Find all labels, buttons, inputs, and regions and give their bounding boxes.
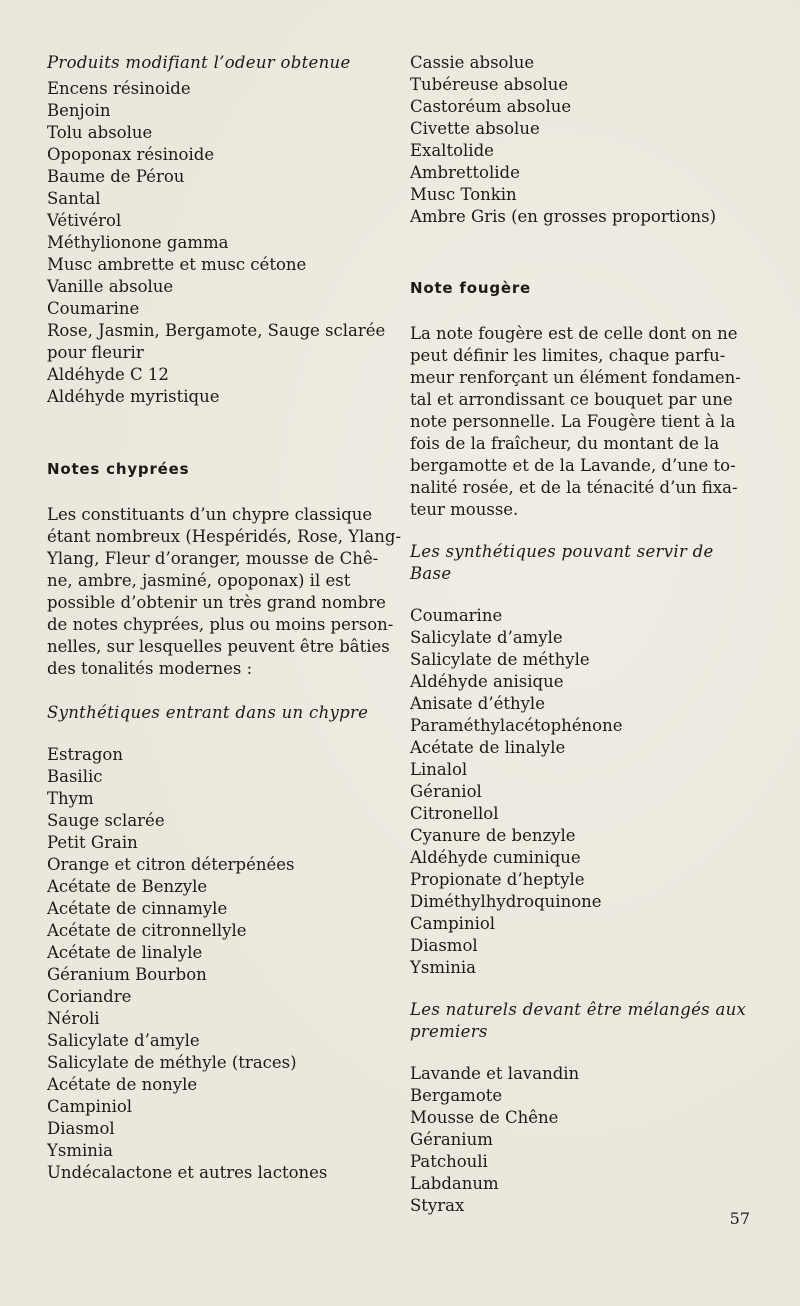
list-item: Cassie absolue xyxy=(410,53,535,72)
list-item: Néroli xyxy=(47,1009,100,1028)
list-item: Petit Grain xyxy=(47,833,138,852)
paragraph-line: nalité rosée, et de la ténacité d’un fixa- xyxy=(410,478,738,497)
list-item: Basilic xyxy=(47,767,103,786)
list-item: pour fleurir xyxy=(47,343,144,362)
list-item: Coumarine xyxy=(47,299,140,318)
subhead-synthetiques-chypre: Synthétiques entrant dans un chypre xyxy=(47,703,369,722)
list-item: Bergamote xyxy=(410,1086,503,1105)
list-item: Musc ambrette et musc cétone xyxy=(47,255,307,274)
list-item: Styrax xyxy=(410,1196,465,1215)
paragraph-line: étant nombreux (Hespéridés, Rose, Ylang- xyxy=(47,527,402,546)
list-item: Tolu absolue xyxy=(47,123,153,142)
list-item: Acétate de nonyle xyxy=(47,1075,198,1094)
paragraph-line: ne, ambre, jasminé, opoponax) il est xyxy=(47,571,351,590)
list-item: Campiniol xyxy=(47,1097,133,1116)
list-item: Campiniol xyxy=(410,914,496,933)
list-item: Exaltolide xyxy=(410,141,494,160)
list-item: Encens résinoide xyxy=(47,79,191,98)
list-item: Estragon xyxy=(47,745,123,764)
list-item: Ambrettolide xyxy=(410,163,520,182)
list-item: Lavande et lavandin xyxy=(410,1064,580,1083)
list-item: Ysminia xyxy=(47,1141,114,1160)
list-item: Thym xyxy=(47,789,94,808)
paragraph-line: tal et arrondissant ce bouquet par une xyxy=(410,390,733,409)
list-item: Sauge sclarée xyxy=(47,811,165,830)
paragraph-line: de notes chyprées, plus ou moins person- xyxy=(47,615,394,634)
list-item: Salicylate d’amyle xyxy=(410,628,563,647)
list-item: Acétate de citronnellyle xyxy=(47,921,247,940)
paragraph-line: Les constituants d’un chypre classique xyxy=(47,505,373,524)
list-item: Undécalactone et autres lactones xyxy=(47,1163,328,1182)
list-item: Coumarine xyxy=(410,606,503,625)
list-item: Civette absolue xyxy=(410,119,540,138)
right-column xyxy=(410,52,755,1217)
list-item: Baume de Pérou xyxy=(47,167,185,186)
list-item: Acétate de Benzyle xyxy=(47,877,208,896)
list-item: Diméthylhydroquinone xyxy=(410,892,602,911)
list-item: Castoréum absolue xyxy=(410,97,572,116)
list-item: Ambre Gris (en grosses proportions) xyxy=(410,207,717,226)
list-produits-modifiant xyxy=(47,78,387,408)
list-item: Mousse de Chêne xyxy=(410,1108,559,1127)
heading-note-fougere: Note fougère xyxy=(410,279,532,297)
left-column xyxy=(47,52,402,1184)
paragraph-line: nelles, sur lesquelles peuvent être bâties xyxy=(47,637,390,656)
list-item: Géranium xyxy=(410,1130,493,1149)
list-item: Patchouli xyxy=(410,1152,488,1171)
list-item: Propionate d’heptyle xyxy=(410,870,585,889)
subhead-naturels xyxy=(410,999,755,1043)
list-item: Vanille absolue xyxy=(47,277,174,296)
paragraph-line: fois de la fraîcheur, du montant de la xyxy=(410,434,720,453)
list-item: Aldéhyde myristique xyxy=(47,387,220,406)
list-item: Vétivérol xyxy=(47,211,122,230)
list-item: Labdanum xyxy=(410,1174,499,1193)
list-item: Acétate de cinnamyle xyxy=(47,899,228,918)
list-item: Opoponax résinoide xyxy=(47,145,215,164)
list-item: Musc Tonkin xyxy=(410,185,517,204)
list-item: Salicylate de méthyle xyxy=(410,650,590,669)
paragraph-line: Ylang, Fleur d’oranger, mousse de Chê- xyxy=(47,549,379,568)
paragraph-line: teur mousse. xyxy=(410,500,519,519)
list-item: Diasmol xyxy=(47,1119,115,1138)
list-item: Linalol xyxy=(410,760,468,779)
list-item: Diasmol xyxy=(410,936,478,955)
paragraph-line: note personnelle. La Fougère tient à la xyxy=(410,412,736,431)
list-item: Rose, Jasmin, Bergamote, Sauge sclarée xyxy=(47,321,386,340)
list-item: Ysminia xyxy=(410,958,477,977)
list-absolues xyxy=(410,52,755,228)
list-item: Aldéhyde C 12 xyxy=(47,365,169,384)
list-item: Anisate d’éthyle xyxy=(410,694,545,713)
subhead-synthetiques-base: Les synthétiques pouvant servir de Base xyxy=(410,542,714,583)
list-item: Citronellol xyxy=(410,804,499,823)
paragraph-note-fougere xyxy=(410,323,755,521)
list-item: Tubéreuse absolue xyxy=(410,75,569,94)
list-item: Salicylate d’amyle xyxy=(47,1031,200,1050)
list-item: Orange et citron déterpénées xyxy=(47,855,295,874)
list-item: Benjoin xyxy=(47,101,111,120)
list-item: Acétate de linalyle xyxy=(47,943,203,962)
list-synthetiques-chypre xyxy=(47,744,387,1184)
paragraph-notes-chyprees xyxy=(47,504,402,680)
list-item: Santal xyxy=(47,189,101,208)
paragraph-line: bergamotte et de la Lavande, d’une to- xyxy=(410,456,736,475)
list-item: Acétate de linalyle xyxy=(410,738,566,757)
paragraph-line: des tonalités modernes : xyxy=(47,659,253,678)
paragraph-line: meur renforçant un élément fondamen- xyxy=(410,368,741,387)
page-number: 57 xyxy=(729,1209,750,1228)
paragraph-line: peut définir les limites, chaque parfu- xyxy=(410,346,726,365)
list-item: Salicylate de méthyle (traces) xyxy=(47,1053,297,1072)
heading-notes-chyprees: Notes chyprées xyxy=(47,460,190,478)
list-synthetiques-base xyxy=(410,605,755,979)
subhead-produits-modifiant: Produits modifiant l’odeur obtenue xyxy=(47,53,351,72)
list-item: Méthylionone gamma xyxy=(47,233,229,252)
list-item: Paraméthylacétophénone xyxy=(410,716,623,735)
subhead-line: Les naturels devant être mélangés aux xyxy=(410,1000,747,1019)
subhead-line: premiers xyxy=(410,1022,488,1041)
list-item: Coriandre xyxy=(47,987,132,1006)
list-item: Géraniol xyxy=(410,782,482,801)
paragraph-line: possible d’obtenir un très grand nombre xyxy=(47,593,386,612)
paragraph-line: La note fougère est de celle dont on ne xyxy=(410,324,738,343)
list-naturels xyxy=(410,1063,755,1217)
list-item: Géranium Bourbon xyxy=(47,965,207,984)
list-item: Aldéhyde anisique xyxy=(410,672,564,691)
list-item: Cyanure de benzyle xyxy=(410,826,576,845)
list-item: Aldéhyde cuminique xyxy=(410,848,581,867)
